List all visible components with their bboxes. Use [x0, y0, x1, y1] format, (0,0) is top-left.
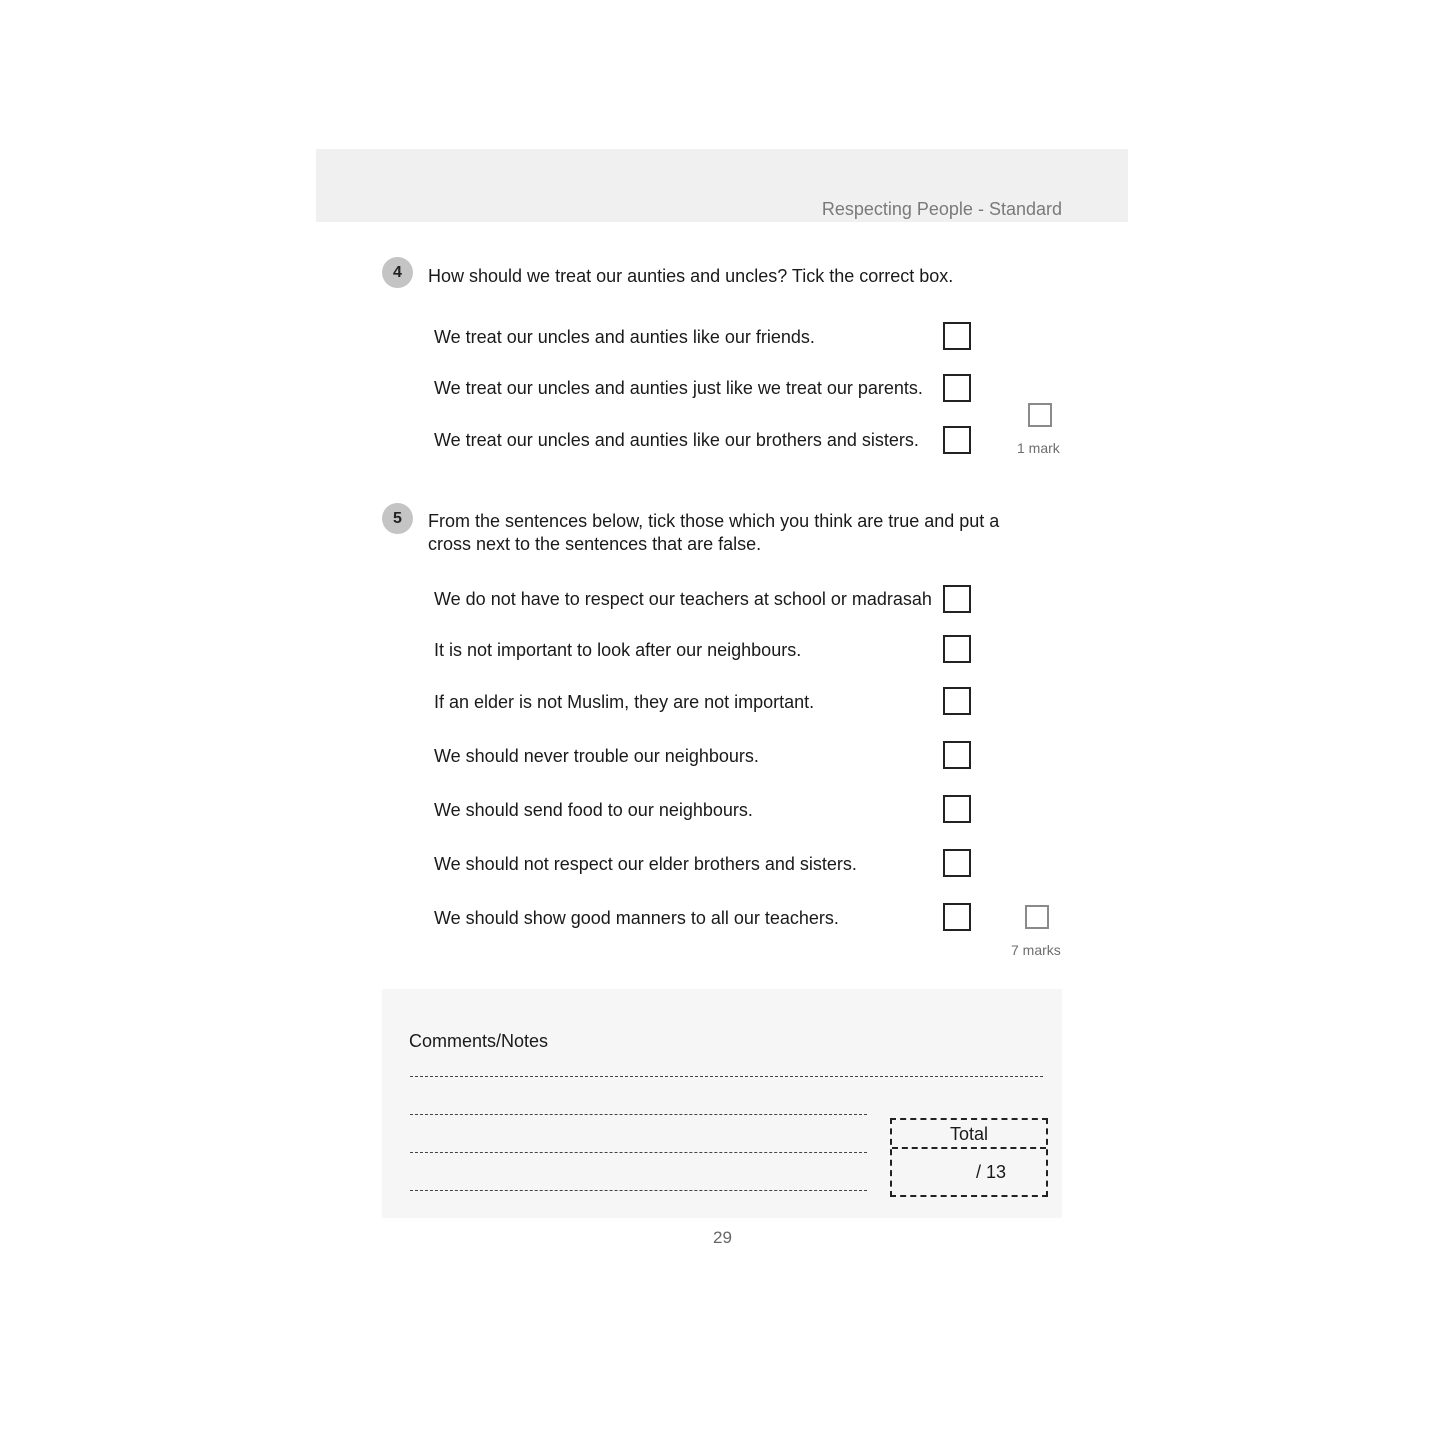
comments-notes-panel	[382, 989, 1062, 1218]
q5-statement-1-label: We do not have to respect our teachers at school or madrasah	[434, 589, 932, 609]
question-5-number: 5	[382, 503, 413, 534]
notes-line[interactable]	[410, 1076, 1043, 1077]
notes-line[interactable]	[410, 1152, 867, 1153]
q4-option-2-checkbox[interactable]	[943, 374, 971, 402]
q5-statement-7-label: We should show good manners to all our teachers.	[434, 908, 839, 928]
question-5-text-line-1: From the sentences below, tick those which you think are true and put a	[428, 511, 1000, 531]
q5-statement-1-checkbox[interactable]	[943, 585, 971, 613]
q5-statement-4-checkbox[interactable]	[943, 741, 971, 769]
q5-statement-7-checkbox[interactable]	[943, 903, 971, 931]
notes-line[interactable]	[410, 1190, 867, 1191]
total-score-value: / 13	[976, 1162, 1007, 1182]
q5-statement-5-checkbox[interactable]	[943, 795, 971, 823]
header-band	[316, 149, 1128, 222]
q5-statement-6-checkbox[interactable]	[943, 849, 971, 877]
q4-marks-label: 1 mark	[1017, 440, 1060, 456]
comments-notes-title: Comments/Notes	[409, 1031, 549, 1051]
q5-marks-label: 7 marks	[1011, 942, 1061, 958]
q5-statement-2-label: It is not important to look after our neighbours.	[434, 640, 802, 660]
q5-mark-box[interactable]	[1025, 905, 1049, 929]
question-4-number: 4	[382, 257, 413, 288]
q5-statement-4-label: We should never trouble our neighbours.	[434, 746, 759, 766]
q4-option-1-label: We treat our uncles and aunties like our friends.	[434, 327, 815, 347]
total-score-box	[890, 1118, 1048, 1197]
q4-option-3-checkbox[interactable]	[943, 426, 971, 454]
question-4-text: How should we treat our aunties and uncles? Tick the correct box.	[428, 266, 954, 286]
page-number: 29	[713, 1228, 732, 1247]
q4-option-2-label: We treat our uncles and aunties just like we treat our parents.	[434, 378, 923, 398]
q5-statement-3-checkbox[interactable]	[943, 687, 971, 715]
q5-statement-5-label: We should send food to our neighbours.	[434, 800, 753, 820]
question-5-text-line-2: cross next to the sentences that are false.	[428, 534, 762, 554]
q5-statement-2-checkbox[interactable]	[943, 635, 971, 663]
q5-statement-6-label: We should not respect our elder brothers and sisters.	[434, 854, 857, 874]
q4-option-1-checkbox[interactable]	[943, 322, 971, 350]
section-title: Respecting People - Standard	[821, 199, 1062, 219]
q4-mark-box[interactable]	[1028, 403, 1052, 427]
q4-option-3-label: We treat our uncles and aunties like our brothers and sisters.	[434, 430, 919, 450]
q5-statement-3-label: If an elder is not Muslim, they are not important.	[434, 692, 815, 712]
total-label: Total	[892, 1120, 1046, 1149]
notes-line[interactable]	[410, 1114, 867, 1115]
